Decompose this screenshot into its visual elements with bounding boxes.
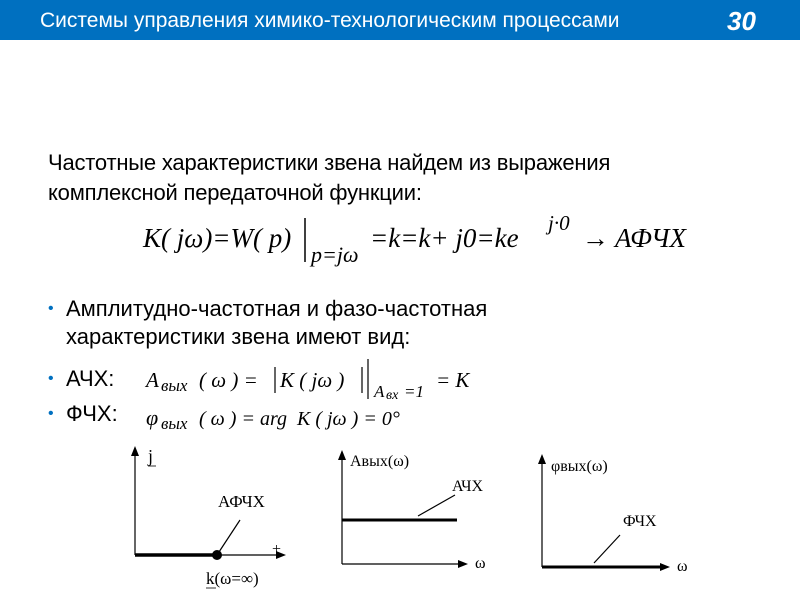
- formula-subscript: p=jω: [311, 242, 359, 267]
- slide-number: 30: [727, 6, 756, 36]
- achh-formula-sub-sub: вх: [386, 388, 399, 403]
- x-axis-arrow-icon: [660, 563, 670, 571]
- amplitude-phase-formulas: [0, 355, 800, 435]
- fchh-formula-phi: φ: [146, 405, 159, 430]
- intro-line-2: комплексной передаточной функции:: [48, 180, 422, 205]
- formula-label: АФЧХ: [615, 223, 687, 253]
- intro-paragraph: [48, 148, 768, 208]
- fchh-formula-phi-sub: вых: [161, 414, 188, 433]
- achh-formula-sub-rest: =1: [404, 382, 424, 401]
- achh-formula-end: = K: [436, 368, 470, 392]
- bullet-1-line-2: характеристики звена имеют вид:: [66, 324, 411, 349]
- achh-formula-abs: K ( jω ): [280, 368, 345, 392]
- x-axis-arrow-icon: [458, 560, 468, 568]
- fchh-formula-rest: ( ω ) = arg K ( jω ) = 0°: [194, 408, 400, 430]
- y-axis-arrow-icon: [131, 446, 139, 456]
- achh-formula-a-sub: вых: [161, 376, 188, 395]
- curve-label: АФЧХ: [218, 492, 265, 511]
- bullet-dot: •: [48, 370, 54, 387]
- title-bar: [0, 0, 800, 40]
- bullet-dot: •: [48, 300, 54, 317]
- fchh-leader: [594, 535, 620, 563]
- y-axis-arrow-icon: [338, 450, 346, 460]
- achh-formula-sub: A: [374, 382, 385, 401]
- achh-diagram: [320, 440, 520, 590]
- y-axis-label: j: [148, 446, 154, 466]
- fchh-label: ФЧХ:: [66, 401, 118, 426]
- bullet-1-line-1: Амплитудно-частотная и фазо-частотная: [66, 296, 488, 321]
- formula-lhs: K( jω)=W( p): [143, 223, 292, 253]
- achh-label: АЧХ:: [66, 366, 115, 391]
- x-axis-label: +: [272, 541, 282, 558]
- fchh-diagram: [520, 440, 700, 590]
- y-axis-arrow-icon: [538, 454, 546, 464]
- x-axis-label: ω: [475, 555, 486, 572]
- x-axis-label: ω: [677, 558, 688, 575]
- slide-title: Системы управления химико-технологическим процессами: [40, 9, 620, 32]
- curve-label: АЧХ: [452, 478, 484, 495]
- transfer-function-formula: [0, 210, 800, 270]
- intro-line-1: Частотные характеристики звена найдем из выражения: [48, 150, 611, 175]
- point-label: k(ω=∞): [206, 569, 259, 588]
- afchh-diagram: [110, 440, 300, 595]
- y-axis-label: φвых(ω): [551, 458, 608, 475]
- y-axis-label: Aвых(ω): [350, 453, 410, 470]
- achh-formula-b: ( ω ) =: [199, 368, 258, 392]
- curve-label: ФЧХ: [623, 513, 657, 530]
- afchh-leader: [217, 520, 240, 555]
- bullet-dot: •: [48, 405, 54, 422]
- achh-formula-a: A: [146, 368, 159, 392]
- achh-leader: [418, 495, 455, 516]
- formula-rhs: =k=k+ j0=ke: [370, 223, 519, 253]
- formula-arrow: →: [582, 223, 609, 253]
- formula-exponent: j·0: [548, 211, 570, 235]
